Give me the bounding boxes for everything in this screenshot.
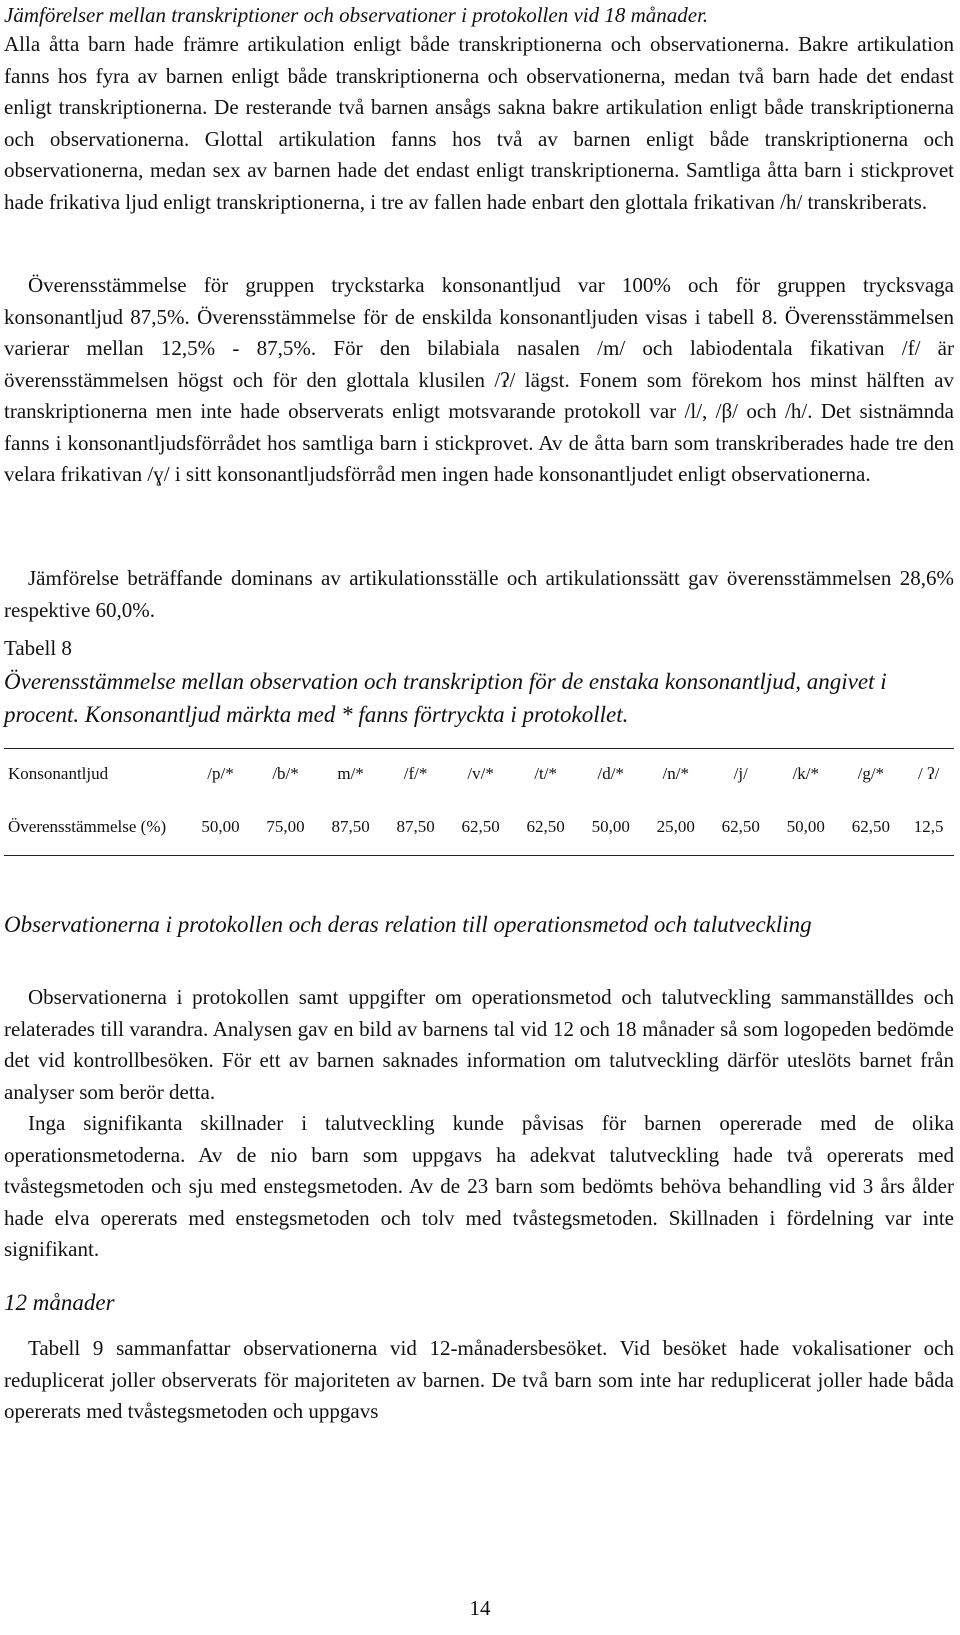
- header-cell: /p/*: [188, 749, 253, 800]
- header-cell: /v/*: [448, 749, 513, 800]
- value-cell: 62,50: [513, 799, 578, 856]
- header-cell: /t/*: [513, 749, 578, 800]
- header-cell: /b/*: [253, 749, 318, 800]
- table-caption: Överensstämmelse mellan observation och transkription för de enstaka konsonantljud, angivet i procent. Konsonantljud märkta med * fanns förtryckta i protokollet.: [4, 669, 887, 727]
- intro-italic-line: Jämförelser mellan transkriptioner och observationer i protokollen vid 18 månader.: [4, 3, 709, 27]
- value-cell: 87,50: [318, 799, 383, 856]
- header-cell: / ʔ/: [903, 749, 954, 800]
- header-cell: /g/*: [838, 749, 903, 800]
- table-label: Tabell 8: [4, 636, 72, 660]
- header-cell: /n/*: [643, 749, 708, 800]
- value-cell: 25,00: [643, 799, 708, 856]
- value-cell: 50,00: [188, 799, 253, 856]
- value-cell: 62,50: [838, 799, 903, 856]
- page-number: 14: [469, 1596, 491, 1620]
- header-cell: m/*: [318, 749, 383, 800]
- paragraph-articulation: Alla åtta barn hade främre artikulation enligt både transkriptionerna och observationerna. Bakre artikulation fanns hos fyra av barnen enligt både transkriptionerna och observationerna, medan två barn hade det endast enligt transkriptionerna. De resterande två barnen ansågs sakna bakre artikulation enligt både transkriptionerna och observationerna. Glottal artikulation fanns hos två av barnen enligt både transkriptionerna och observationerna, medan sex av barnen hade det endast enligt transkriptionerna. Samtliga åtta barn i stickprovet hade frikativa ljud enligt transkriptionerna, i tre av fallen hade enbart den glottala frikativan /h/ transkriberats.: [4, 32, 954, 214]
- header-cell: /j/: [708, 749, 773, 800]
- row-label-consonants: Konsonantljud: [4, 749, 188, 800]
- paragraph-agreement: Överensstämmelse för gruppen tryckstarka konsonantljud var 100% och för gruppen trycksvaga konsonantljud 87,5%. Överensstämmelse för de enskilda konsonantljuden visas i tabell 8. Överensstämmelsen varierar mellan 12,5% - 87,5%. För den bilabiala nasalen /m/ och labiodentala fikativan /f/ är överensstämmelsen högst och för den glottala klusilen /ʔ/ lägst. Fonem som förekom hos minst hälften av transkriptionerna men inte hade observerats enligt motsvarande protokoll var /l/, /β/ och /h/. Det sistnämnda fanns i konsonantljudsförrådet hos samtliga barn i stickprovet. Av de åtta barn som transkriberades hade tre den velara frikativan /ɣ/ i sitt konsonantljudsförråd men ingen hade konsonantljudet enligt observationerna.: [4, 273, 954, 486]
- value-cell: 62,50: [448, 799, 513, 856]
- value-cell: 87,50: [383, 799, 448, 856]
- paragraph-12-months: Tabell 9 sammanfattar observationerna vid 12-månadersbesöket. Vid besöket hade vokalisationer och reduplicerat joller observerats för majoriteten av barnen. De två barn som inte har reduplicerat joller hade båda opererats med tvåstegsmetoden och uppgavs: [4, 1336, 954, 1423]
- value-cell: 12,5: [903, 799, 954, 856]
- value-cell: 62,50: [708, 799, 773, 856]
- header-cell: /d/*: [578, 749, 643, 800]
- section-heading-12-months: 12 månader: [4, 1290, 115, 1315]
- header-cell: /k/*: [773, 749, 838, 800]
- row-label-agreement: Överensstämmelse (%): [4, 799, 188, 856]
- paragraph-speech-development: Inga signifikanta skillnader i talutveckling kunde påvisas för barnen opererade med de olika operationsmetoderna. Av de nio barn som uppgavs ha adekvat talutveckling hade två opererats med tvåstegsmetoden och sju med enstegsmetoden. Av de 23 barn som bedömts behöva behandling vid 3 års ålder hade elva opererats med enstegsmetoden och tolv med tvåstegsmetoden. Skillnaden i fördelning var inte signifikant.: [4, 1111, 954, 1261]
- table-value-row: [4, 799, 954, 856]
- paragraph-operation-method: Observationerna i protokollen samt uppgifter om operationsmetod och talutveckling sammanställdes och relaterades till varandra. Analysen gav en bild av barnens tal vid 12 och 18 månader så som logopeden bedömde det vid kontrollbesöken. För ett av barnen saknades information om talutveckling därför uteslöts barnet från analyser som berör detta.: [4, 985, 954, 1104]
- value-cell: 75,00: [253, 799, 318, 856]
- value-cell: 50,00: [773, 799, 838, 856]
- value-cell: 50,00: [578, 799, 643, 856]
- header-cell: /f/*: [383, 749, 448, 800]
- agreement-table: [4, 748, 954, 856]
- section-heading-observations: Observationerna i protokollen och deras relation till operationsmetod och talutveckling: [4, 912, 812, 937]
- paragraph-dominance: Jämförelse beträffande dominans av artikulationsställe och artikulationssätt gav överensstämmelsen 28,6% respektive 60,0%.: [4, 566, 954, 622]
- table-header-row: [4, 749, 954, 800]
